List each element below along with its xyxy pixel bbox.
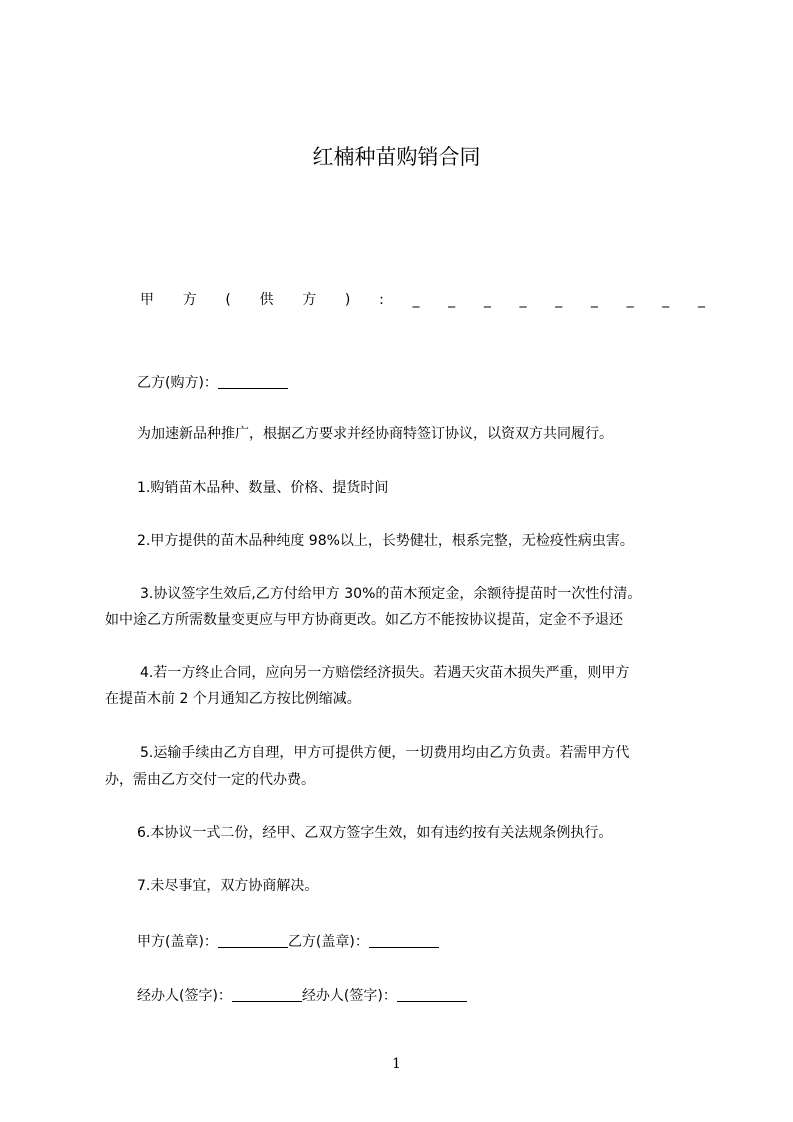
intro-paragraph: 为加速新品种推广，根据乙方要求并经协商特签订协议，以资双方共同履行。: [137, 426, 613, 442]
party-a-char: 甲: [140, 292, 154, 308]
page-number: 1: [392, 1056, 401, 1072]
party-a-blank: _: [626, 292, 634, 308]
party-a-blank: _: [697, 292, 705, 308]
seal-b-blank: [369, 932, 439, 948]
party-a-blank: _: [412, 292, 420, 308]
clause-7: 7.未尽事宜，双方协商解决。: [137, 878, 319, 894]
party-b-line: [137, 373, 288, 392]
signer-b-label: 经办人(签字)：: [301, 988, 397, 1004]
party-a-blank: _: [662, 292, 670, 308]
clause-5-line-1: 5.运输手续由乙方自理，甲方可提供方便，一切费用均由乙方负责。若需甲方代: [140, 745, 630, 761]
clause-1: 1.购销苗木品种、数量、价格、提货时间: [137, 480, 389, 496]
clause-3-line-2: 如中途乙方所需数量变更应与甲方协商更改。如乙方不能按协议提苗，定金不予退还: [105, 612, 623, 628]
party-a-line: [140, 291, 705, 309]
seal-a-label: 甲方(盖章)：: [137, 934, 218, 950]
party-a-blank: _: [483, 292, 491, 308]
clause-5-line-2: 办，需由乙方交付一定的代办费。: [105, 772, 315, 788]
signer-line: [137, 986, 467, 1005]
signer-b-blank: [397, 986, 467, 1002]
party-a-blank: _: [555, 292, 563, 308]
party-a-char: 供: [259, 292, 274, 308]
clause-3-line-1: 3.协议签字生效后,乙方付给甲方 30%的苗木预定金，余额待提苗时一次性付清。: [140, 586, 642, 602]
signer-a-blank: [232, 986, 302, 1002]
clause-4-line-1: 4.若一方终止合同，应向另一方赔偿经济损失。若遇天灾苗木损失严重，则甲方: [140, 665, 630, 681]
document-title: 红楠种苗购销合同: [312, 145, 481, 169]
clause-4-line-2: 在提苗木前 2 个月通知乙方按比例缩减。: [105, 691, 361, 707]
party-a-char: :: [379, 292, 384, 308]
seal-b-label: 乙方(盖章)：: [287, 934, 369, 950]
signer-a-label: 经办人(签字)：: [137, 988, 232, 1004]
clause-2: 2.甲方提供的苗木品种纯度 98%以上，长势健壮，根系完整，无检疫性病虫害。: [137, 533, 634, 549]
party-a-char: 方: [302, 292, 317, 308]
party-a-blank: _: [448, 292, 456, 308]
party-b-blank: [218, 373, 288, 389]
party-a-char: 方: [182, 292, 197, 308]
party-a-blank: _: [519, 292, 527, 308]
party-a-char: (: [225, 292, 231, 308]
seal-line: [137, 932, 439, 951]
party-a-char: ): [344, 292, 351, 308]
seal-a-blank: [218, 932, 288, 948]
party-a-blank: _: [590, 292, 598, 308]
clause-6: 6.本协议一式二份，经甲、乙双方签字生效，如有违约按有关法规条例执行。: [137, 825, 613, 841]
party-b-label: 乙方(购方)：: [137, 375, 218, 391]
